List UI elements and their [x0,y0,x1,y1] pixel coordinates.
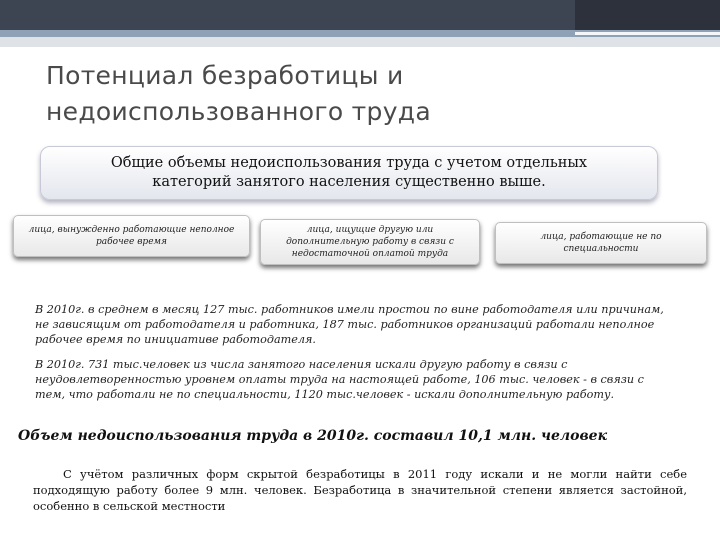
summary-box [40,146,658,200]
category-label: лица, ищущие другую или дополнительную работу в связи с недостаточной оплатой труда [286,225,454,259]
summary-text: Общие объемы недоиспользования труда с учетом отдельных категорий занятого населения существенно выше. [110,155,588,190]
slide-title-line-2: недоиспользованного труда [46,97,431,126]
header-highlight-line [575,32,720,35]
paragraph-downtime: В 2010г. в среднем в месяц 127 тыс. работников имели простои по вине работодателя или причинам, не зависящим от работодателя и работника, 187 тыс. работников организаций работали неполное рабочее время по инициативе работодателя. [35,303,664,347]
slide-title-line-1: Потенциал безработицы и [46,61,404,90]
category-box-part-time [13,215,250,257]
header-corner-block [575,0,720,30]
body-text-hidden-unemployment: С учётом различных форм скрытой безработицы в 2011 году искали и не могли найти себе подходящую работу более 9 млн. человек. Безработица в значительной степени является застойной, особенно в сельской местности [33,467,687,513]
paragraph-job-seekers: В 2010г. 731 тыс.человек из числа занятого населения искали другую работу в связи с неудовлетворенностью уровнем оплаты труда на настоящей работе, 106 тыс. человек - в связи с тем, что работали не по специальности, 1120 тыс.человек - искали дополнительную работу. [35,358,644,402]
header-light-bar [0,37,720,47]
category-box-seeking-other-work [260,219,480,265]
category-label: лица, вынужденно работающие неполное рабочее время [28,225,235,247]
category-box-not-by-specialty [495,222,707,264]
headline-total: Объем недоиспользования труда в 2010г. составил 10,1 млн. человек [18,428,608,444]
slide-title [46,58,686,130]
category-label: лица, работающие не по специальности [540,232,662,254]
